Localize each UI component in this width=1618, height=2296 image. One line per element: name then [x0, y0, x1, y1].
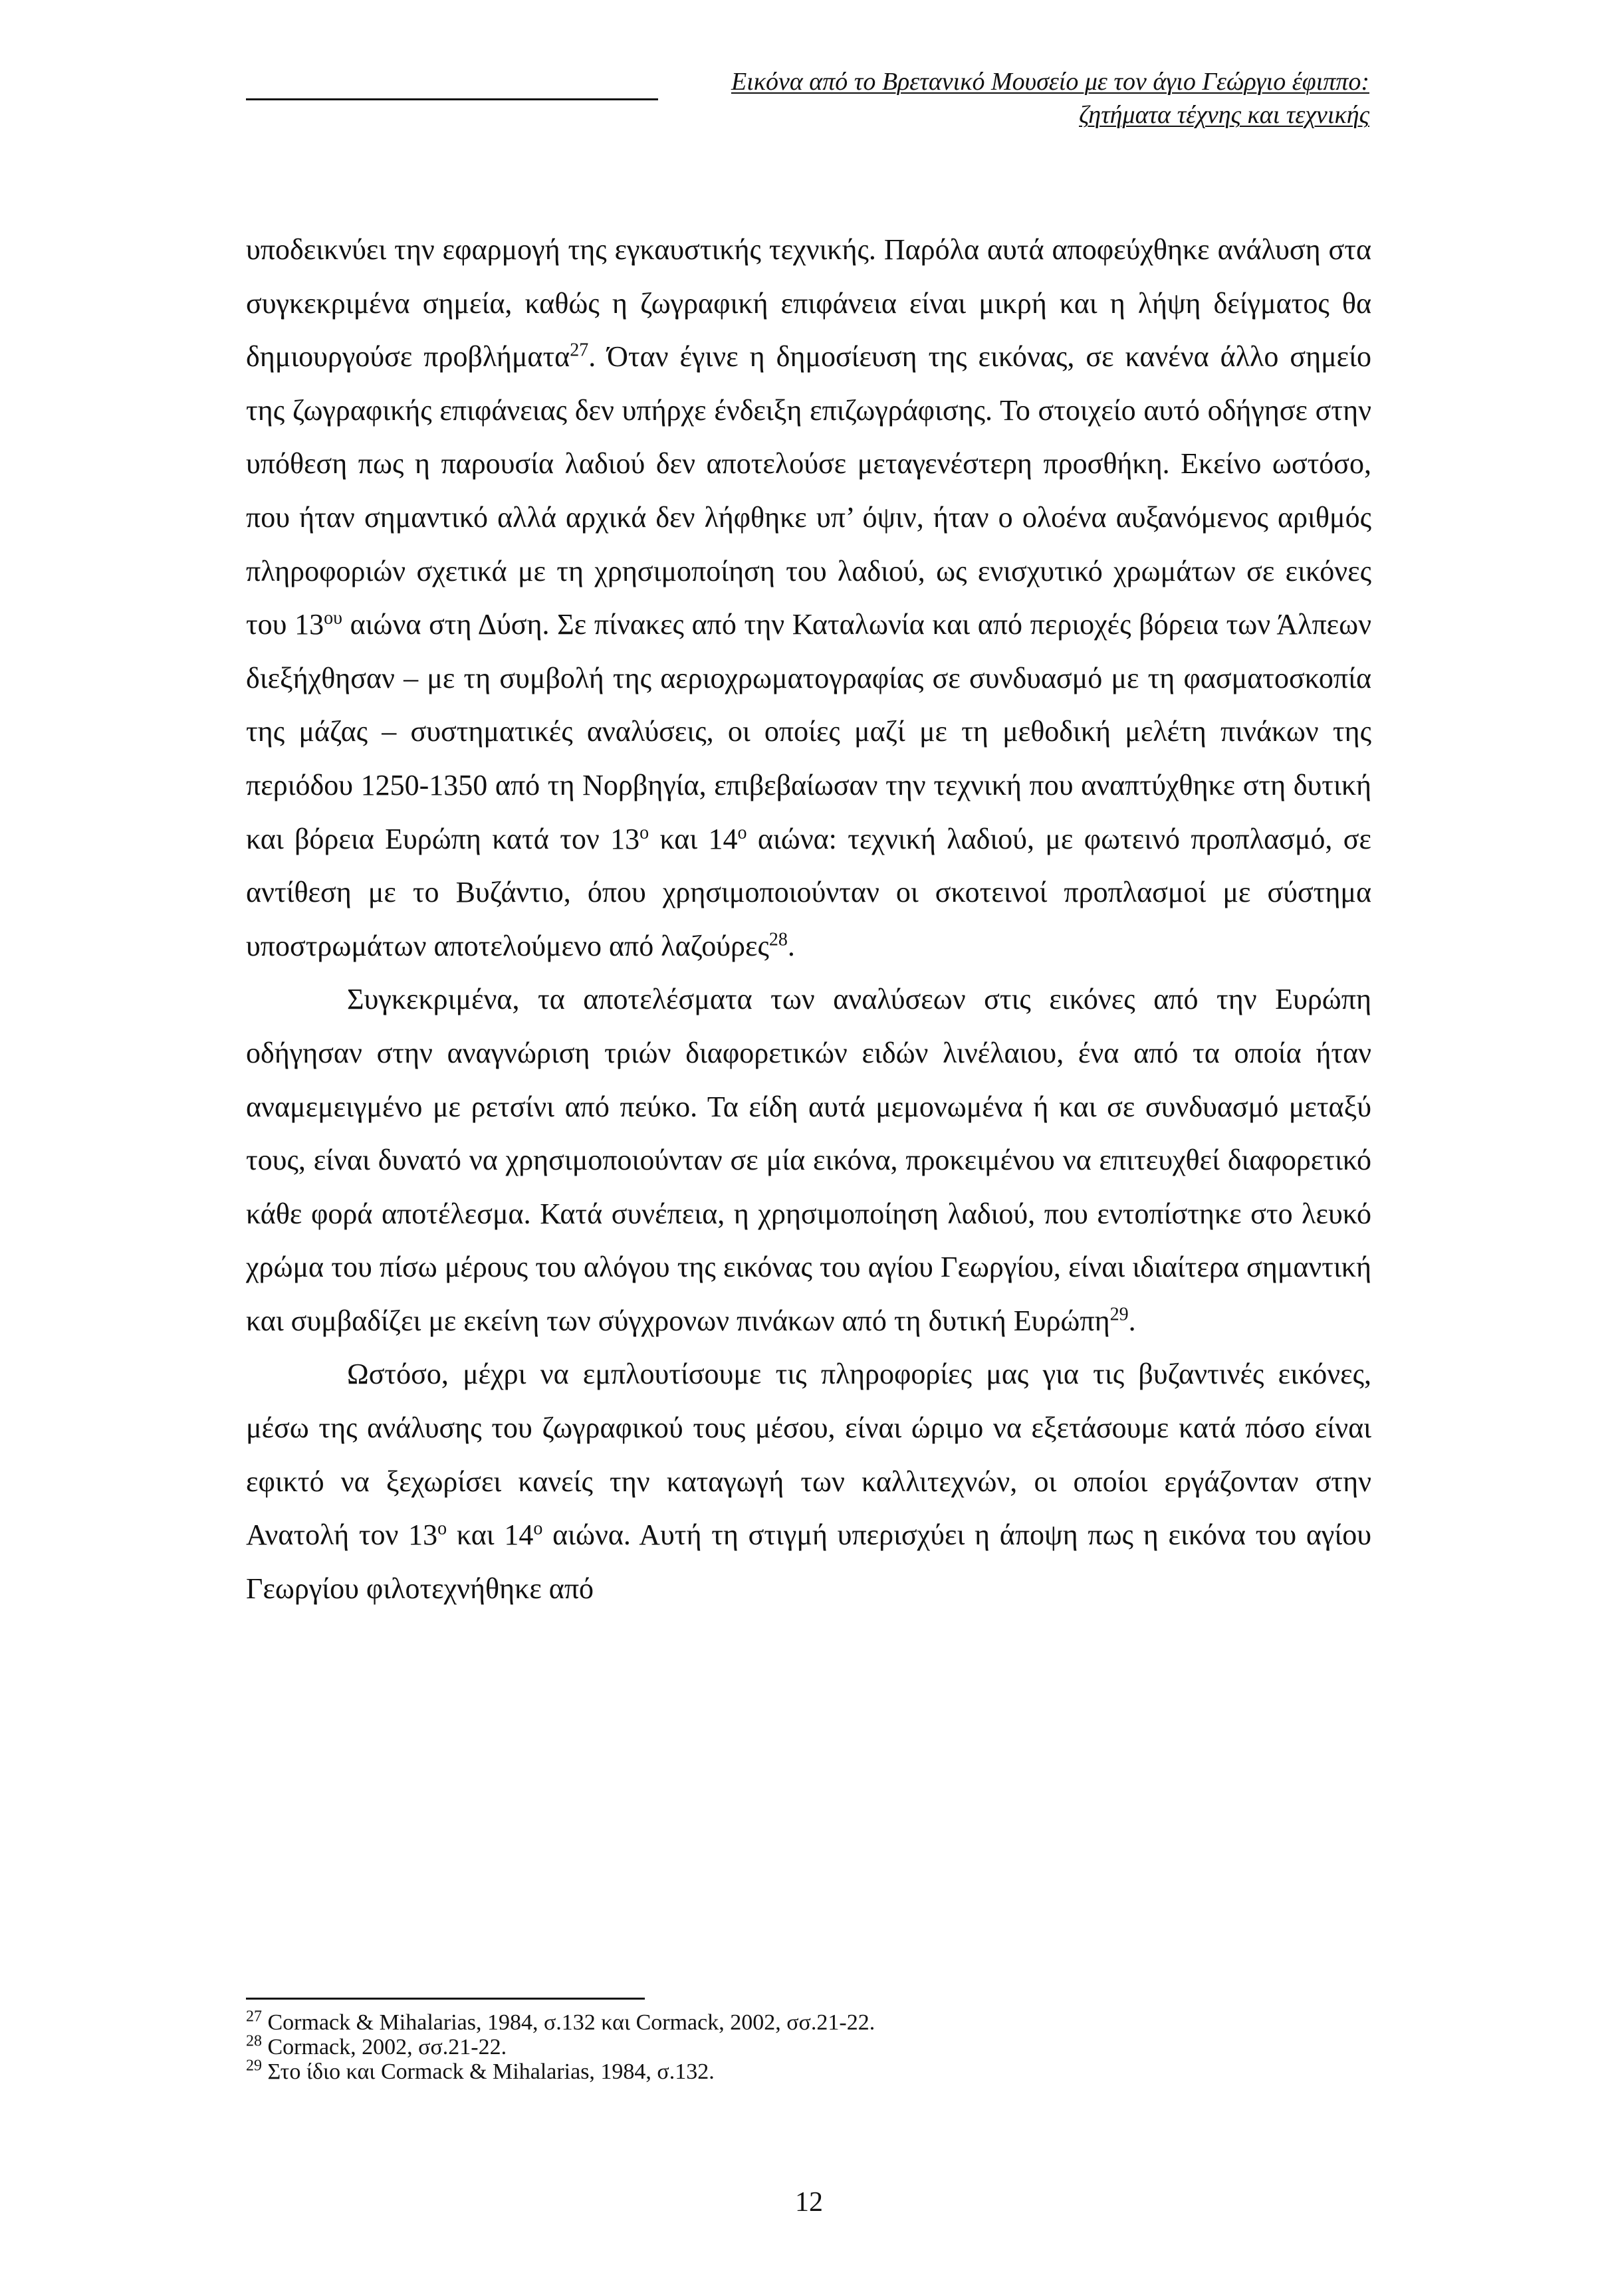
footnote-ref-29: 29 — [1109, 1304, 1129, 1325]
footnote-27: $^{27}$ Cormack & Mihalarias, 1984, σ.132 και Cormack, 2002, σσ.21-22. — [246, 2008, 875, 2035]
footnote-28: $^{28}$ Cormack, 2002, σσ.21-22. — [246, 2032, 507, 2059]
footnotes — [246, 1998, 1371, 2084]
paragraph-3: Ωστόσο, μέχρι να εμπλουτίσουμε τις πληροφορίες μας για τις βυζαντινές εικόνες, μέσω της ανάλυσης του ζωγραφικού τους μέσου, είναι ώριμο να εξετάσουμε κατά πόσο είναι εφικτό να ξεχωρίσει κανείς την καταγωγή των καλλιτεχνών, οι οποίοι εργάζονταν στην Ανατολή τον $13^o$ και $14^o$ αιώνα. Αυτή τη στιγμή υπερισχύει η άποψη πως η εικόνα του αγίου Γεωργίου φιλοτεχνήθηκε από — [246, 1358, 1371, 1605]
ordinal-suffix: ο — [533, 1518, 543, 1539]
page-number: 12 — [795, 2187, 823, 2218]
header-rule — [246, 98, 658, 100]
footnote-ref-28: 28 — [768, 929, 788, 950]
ordinal-suffix: ο — [639, 821, 649, 843]
paragraph-1: υποδεικνύει την εφαρμογή της εγκαυστικής τεχνικής. Παρόλα αυτά αποφεύχθηκε ανάλυση στα συγκεκριμένα σημεία, καθώς η ζωγραφική επιφάνεια είναι μικρή και η λήψη δείγματος θα δημιουργούσε προβλήματα$^{27}$. Όταν έγινε η δημοσίευση της εικόνας, σε κανένα άλλο σημείο της ζωγραφικής επιφάνειας δεν υπήρχε ένδειξη επιζωγράφισης. Το στοιχείο αυτό οδήγησε στην υπόθεση πως η παρουσία λαδιού δεν αποτελούσε μεταγενέστερη προσθήκη. Εκείνο ωστόσο, που ήταν σημαντικό αλλά αρχικά δεν λήφθηκε υπ’ όψιν, ήταν ο ολοένα αυξανόμενος αριθμός πληροφοριών σχετικά με τη χρησιμοποίηση του λαδιού, ως ενισχυτικό χρωμάτων σε εικόνες του $13^{o\upsilon}$ αιώνα στη Δύση. Σε πίνακες από την Καταλωνία και από περιοχές βόρεια των Άλπεων διεξήχθησαν – με τη συμβολή της αεριοχρωματογραφίας σε συνδυασμό με τη φασματοσκοπία της μάζας – συστηματικές αναλύσεις, οι οποίες μαζί με τη μεθοδική μελέτη πινάκων της περιόδου 1250-1350 από τη Νορβηγία, επιβεβαίωσαν την τεχνική που αναπτύχθηκε στη δυτική και βόρεια Ευρώπη κατά τον $13^o$ και $14^o$ αιώνα: τεχνική λαδιού, με φωτεινό προπλασμό, σε αντίθεση με το Βυζάντιο, όπου χρησιμοποιούνταν οι σκοτεινοί προπλασμοί με σύστημα υποστρωμάτων αποτελούμενο από λαζούρες$^{28}$. — [246, 233, 1372, 962]
paragraph-2: Συγκεκριμένα, τα αποτελέσματα των αναλύσεων στις εικόνες από την Ευρώπη οδήγησαν στην αναγνώριση τριών διαφορετικών ειδών λινέλαιου, ένα από τα οποία ήταν αναμεμειγμένο με ρετσίνι από πεύκο. Τα είδη αυτά μεμονωμένα ή και σε συνδυασμό μεταξύ τους, είναι δυνατό να χρησιμοποιούνταν σε μία εικόνα, προκειμένου να επιτευχθεί διαφορετικό κάθε φορά αποτέλεσμα. Κατά συνέπεια, η χρησιμοποίηση λαδιού, που εντοπίστηκε στο λευκό χρώμα του πίσω μέρους του αλόγου της εικόνας του αγίου Γεωργίου, είναι ιδιαίτερα σημαντική και συμβαδίζει με εκείνη των σύγχρονων πινάκων από τη δυτική Ευρώπη$^{29}$. — [246, 983, 1371, 1337]
footnote-separator — [246, 1998, 645, 2000]
footnote-ref-27: 27 — [570, 340, 589, 361]
ordinal-suffix: ο — [437, 1518, 447, 1539]
ordinal-suffix: ου — [324, 607, 342, 629]
ordinal-suffix: ο — [737, 821, 747, 843]
running-header — [246, 65, 1369, 132]
header-line-1: Εικόνα από το Βρετανικό Μουσείο με τον άγιο Γεώργιο έφιππο: — [731, 68, 1369, 96]
header-line-2: ζητήματα τέχνης και τεχνικής — [1079, 101, 1369, 129]
body-text — [246, 223, 1371, 1616]
footnote-29: $^{29}$ Στο ίδιο και Cormack & Mihalarias, 1984, σ.132. — [246, 2057, 715, 2084]
